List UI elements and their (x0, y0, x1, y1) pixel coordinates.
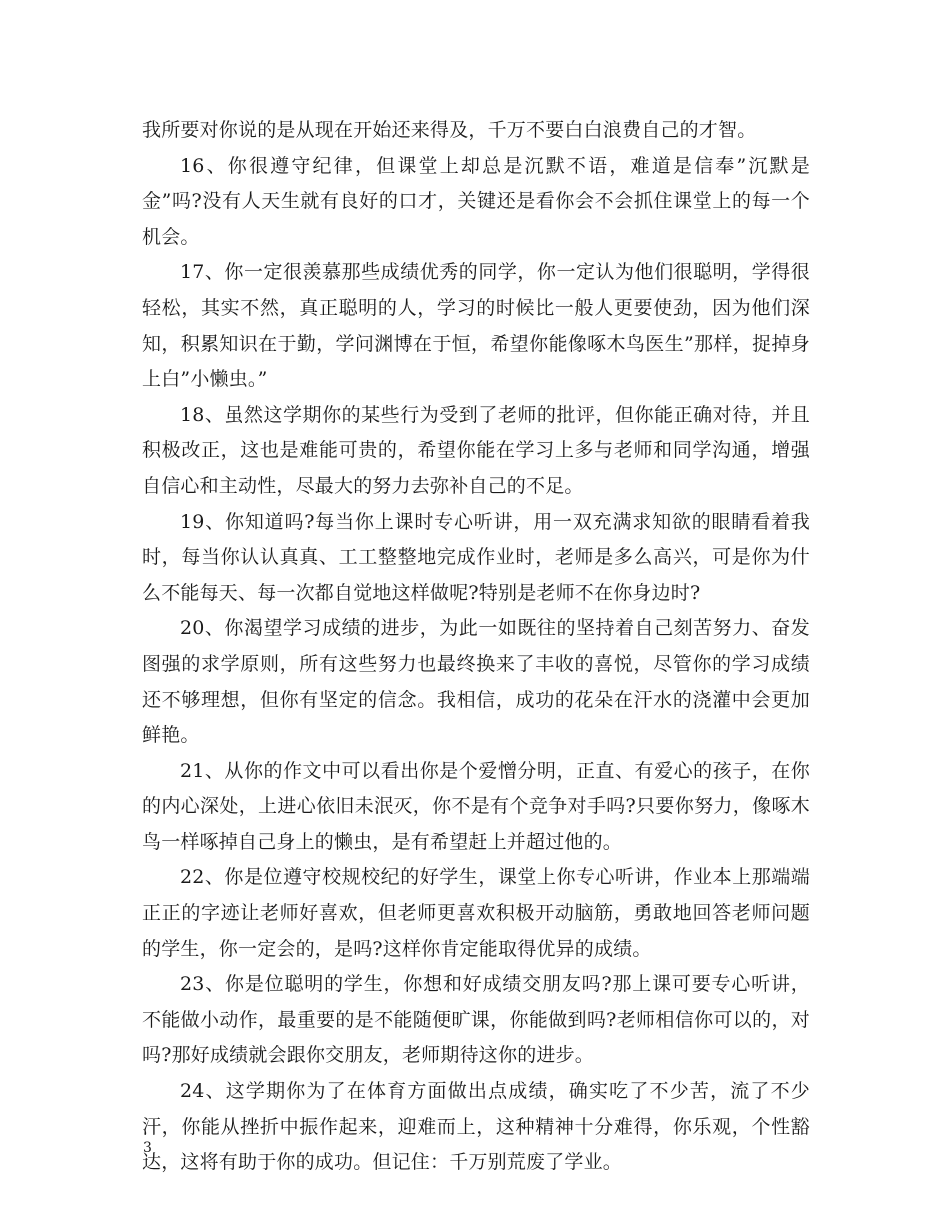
paragraph-18: 18、虽然这学期你的某些行为受到了老师的批评，但你能正确对待，并且积极改正，这也是难能可贵的，希望你能在学习上多与老师和同学沟通，增强自信心和主动性，尽最大的努力去弥补自己的不足。 (142, 403, 810, 497)
paragraph-19: 19、你知道吗?每当你上课时专心听讲，用一双充满求知欲的眼睛看着我时，每当你认认真真、工工整整地完成作业时，老师是多么高兴，可是你为什么不能每天、每一次都自觉地这样做呢?特别是老师不在你身边时? (142, 510, 810, 604)
paragraph-16: 16、你很遵守纪律，但课堂上却总是沉默不语，难道是信奉”沉默是金”吗?没有人天生就有良好的口才，关键还是看你会不会抓住课堂上的每一个机会。 (142, 154, 810, 248)
paragraph-24: 24、这学期你为了在体育方面做出点成绩，确实吃了不少苦，流了不少汗，你能从挫折中振作起来，迎难而上，这种精神十分难得，你乐观，个性豁达，这将有助于你的成功。但记住：千万别荒废了学业。 (142, 1080, 810, 1174)
paragraph-23: 23、你是位聪明的学生，你想和好成绩交朋友吗?那上课可要专心听讲，不能做小动作，最重要的是不能随便旷课，你能做到吗?老师相信你可以的，对吗?那好成绩就会跟你交朋友，老师期待这你的进步。 (142, 973, 810, 1067)
paragraph-17: 17、你一定很羡慕那些成绩优秀的同学，你一定认为他们很聪明，学得很轻松，其实不然，真正聪明的人，学习的时候比一般人更要使劲，因为他们深知，积累知识在于勤，学问渊博在于恒，希望你能像啄木鸟医生”那样，捉掉身上白”小懒虫。” (142, 261, 810, 391)
page-number: 3 (143, 1140, 152, 1156)
paragraph-20: 20、你渴望学习成绩的进步，为此一如既往的坚持着自己刻苦努力、奋发图强的求学原则，所有这些努力也最终换来了丰收的喜悦，尽管你的学习成绩还不够理想，但你有坚定的信念。我相信，成功的花朵在汗水的浇灌中会更加鲜艳。 (142, 617, 810, 747)
document-body (142, 113, 810, 1181)
paragraph-21: 21、从你的作文中可以看出你是个爱憎分明，正直、有爱心的孩子，在你的内心深处，上进心依旧未泯灭，你不是有个竞争对手吗?只要你努力，像啄木鸟一样啄掉自己身上的懒虫，是有希望赶上并超过他的。 (142, 759, 810, 853)
paragraph-continued: 我所要对你说的是从现在开始还来得及，千万不要白白浪费自己的才智。 (142, 119, 757, 141)
paragraph-22: 22、你是位遵守校规校纪的好学生，课堂上你专心听讲，作业本上那端端正正的字迹让老师好喜欢，但老师更喜欢积极开动脑筋，勇敢地回答老师问题的学生，你一定会的，是吗?这样你肯定能取得优异的成绩。 (142, 866, 810, 960)
